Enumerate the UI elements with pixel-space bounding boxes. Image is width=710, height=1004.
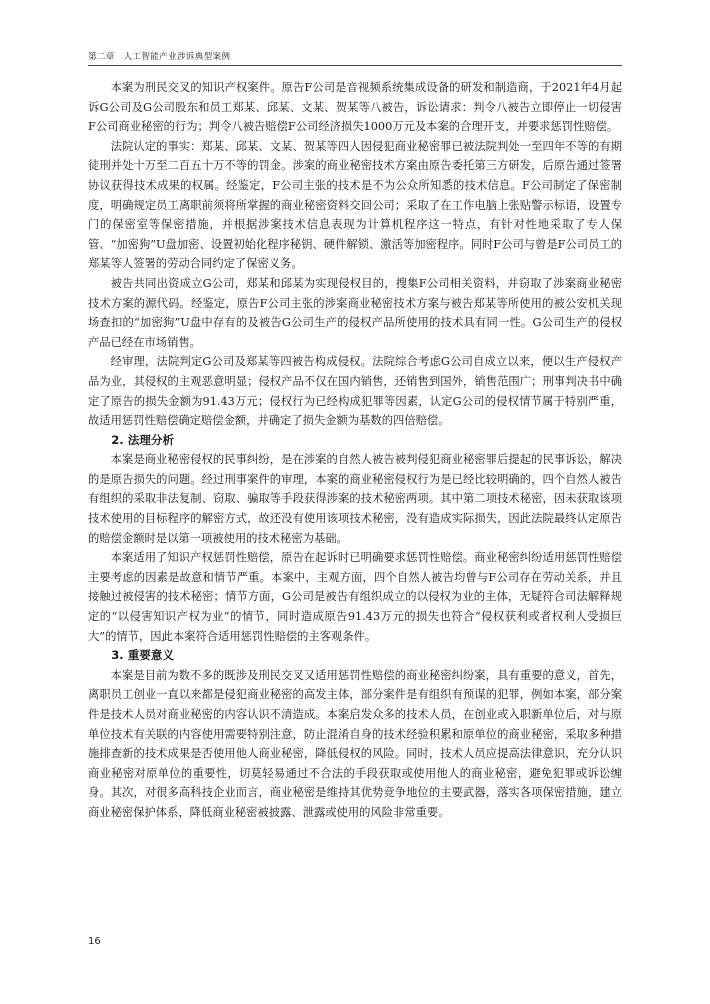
- paragraph-significance: 本案是目前为数不多的既涉及刑民交叉又适用惩罚性赔偿的商业秘密纠纷案，具有重要的意义，首先，离职员工创业一直以来都是侵犯商业秘密的高发主体，部分案件是有组织有预谋的犯罪，例如本案，部分案件是技术人员对商业秘密的内容认识不清造成。本案启发众多的技术人员，在创业或入职新单位后，对与原单位技术有关联的内容使用需要特别注意，防止混淆自身的技术经验积累和原单位的商业秘密，采取多种措施排查新的技术成果是否使用他人商业秘密，降低侵权的风险。同时，技术人员应提高法律意识，充分认识商业秘密对原单位的重要性，切莫轻易通过不合法的手段获取或使用他人的商业秘密，避免犯罪或诉讼缠身。其次，对很多高科技企业而言，商业秘密是维持其优势竞争地位的主要武器，落实各项保密措施，建立商业秘密保护体系，降低商业秘密被披露、泄露或使用的风险非常重要。: [88, 668, 622, 819]
- paragraph-case-overview: 本案为刑民交叉的知识产权案件。原告F公司是音视频系统集成设备的研发和制造商，于2021年4月起诉G公司及G公司股东和员工郑某、邱某、文某、贺某等八被告，诉讼请求：判令八被告立即停止一切侵害F公司商业秘密的行为；判令八被告赔偿F公司经济损失1000万元及本案的合理开支，并要求惩罚性赔偿。: [88, 81, 622, 134]
- section-heading-legal-analysis: 2. 法理分析: [111, 432, 175, 447]
- paragraph-judgment: 经审理，法院判定G公司及郑某等四被告构成侵权。法院综合考虑G公司自成立以来，便以生产侵权产品为业，其侵权的主观恶意明显；侵权产品不仅在国内销售，还销售到国外，销售范围广；刑事判决书中确定了原告的损失金额为91.43万元；侵权行为已经构成犯罪等因素，认定G公司的侵权情节属于特别严重，故适用惩罚性赔偿确定赔偿金额，并确定了损失金额为基数的四倍赔偿。: [88, 355, 622, 428]
- paragraph-infringement: 被告共同出资成立G公司，郑某和邱某为实现侵权目的，搜集F公司相关资料，并窃取了涉案商业秘密技术方案的源代码。经鉴定，原告F公司主张的涉案商业秘密技术方案与被告郑某等所使用的被公安机关现场查扣的“加密狗”U盘中存有的及被告G公司生产的侵权产品所使用的技术具有同一性。G公司生产的侵权产品已经在市场销售。: [88, 276, 622, 349]
- running-header: 第二章 人工智能产业涉诉典型案例: [88, 50, 622, 66]
- page-number: 16: [88, 936, 101, 947]
- paragraph-facts: 法院认定的事实：郑某、邱某、文某、贺某等四人因侵犯商业秘密罪已被法院判处一至四年不等的有期徒刑并处十万至二百五十万不等的罚金。涉案的商业秘密技术方案由原告委托第三方研发，后原告通过签署协议获得技术成果的权属。经鉴定，F公司主张的技术是不为公众所知悉的技术信息。F公司制定了保密制度，明确规定员工离职前须将所掌握的商业秘密资料交回公司；采取了在工作电脑上张贴警示标语，设置专门的保密室等保密措施，并根据涉案技术信息表现为计算机程序这一特点，有针对性地采取了专人保管、“加密狗”U盘加密、设置初始化程序秘钥、硬件解锁、激活等加密程序。同时F公司与曾是F公司员工的郑某等人签署的劳动合同约定了保密义务。: [88, 139, 622, 271]
- page-body: [88, 78, 622, 823]
- paragraph-legal-analysis-2: 本案适用了知识产权惩罚性赔偿，原告在起诉时已明确要求惩罚性赔偿。商业秘密纠纷适用惩罚性赔偿主要考虑的因素是故意和情节严重。本案中，主观方面，四个自然人被告均曾与F公司存在劳动关系，并且接触过被侵害的技术秘密；情节方面，G公司是被告有组织成立的以侵权为业的主体，无疑符合司法解释规定的“以侵害知识产权为业”的情节，同时造成原告91.43万元的损失也符合“侵权获利或者权利人受损巨大”的情节，因此本案符合适用惩罚性赔偿的主客观条件。: [88, 551, 622, 643]
- paragraph-legal-analysis-1: 本案是商业秘密侵权的民事纠纷，是在涉案的自然人被告被判侵犯商业秘密罪后提起的民事诉讼，解决的是原告损失的问题。经过刑事案件的审理，本案的商业秘密侵权行为是已经比较明确的，四个自然人被告有组织的采取非法复制、窃取、骗取等手段获得涉案的技术秘密两项。其中第二项技术秘密，因未获取该项技术使用的目标程序的解密方式，故还没有使用该项技术秘密，没有造成实际损失，因此法院最终认定原告的赔偿金额时是以第一项被使用的技术秘密为基础。: [88, 453, 622, 545]
- section-heading-significance: 3. 重要意义: [111, 648, 175, 663]
